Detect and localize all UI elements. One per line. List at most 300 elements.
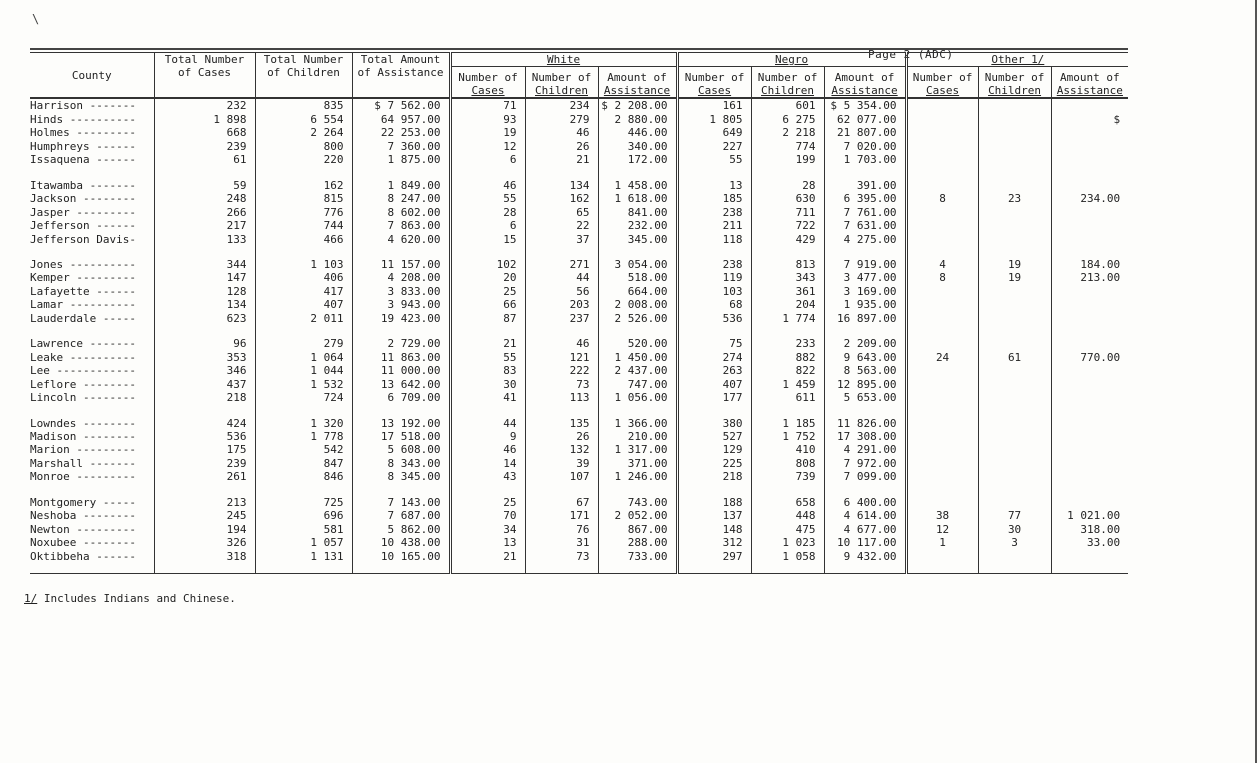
other-assistance	[1051, 391, 1128, 404]
county-name: Leake ----------	[30, 350, 136, 364]
white-children: 132	[525, 443, 598, 456]
spacer-cell	[1051, 325, 1128, 337]
total-cases: 232	[154, 98, 255, 112]
spacer-cell	[824, 405, 906, 417]
spacer-cell	[751, 325, 824, 337]
spacer-cell	[30, 246, 154, 258]
spacer-cell	[677, 246, 751, 258]
other-assistance	[1051, 98, 1128, 112]
negro-cases: 238	[677, 258, 751, 271]
white-children: 65	[525, 206, 598, 219]
other-cases	[906, 496, 978, 509]
negro-cases: 527	[677, 430, 751, 443]
negro-assistance: 7 631.00	[824, 219, 906, 232]
page-label: Page 2 (ADC)	[868, 48, 954, 61]
white-cases: 102	[450, 258, 525, 271]
other-children	[978, 337, 1051, 350]
negro-assistance: 12 895.00	[824, 378, 906, 391]
other-children: 23	[978, 192, 1051, 205]
white-assistance: 340.00	[598, 140, 677, 153]
other-children	[978, 219, 1051, 232]
other-children	[978, 391, 1051, 404]
header-other-cases	[906, 67, 978, 99]
other-cases	[906, 179, 978, 192]
negro-cases: 312	[677, 536, 751, 549]
county-name: Lincoln --------	[30, 391, 136, 405]
spacer-cell	[30, 325, 154, 337]
table-row	[30, 496, 1128, 509]
white-children: 21	[525, 153, 598, 166]
total-assistance: 6 709.00	[352, 391, 450, 404]
negro-children: 813	[751, 258, 824, 271]
sub-label: Cases	[926, 84, 960, 97]
other-assistance	[1051, 364, 1128, 377]
total-children: 800	[255, 140, 352, 153]
other-cases	[906, 285, 978, 298]
negro-children: 1 185	[751, 417, 824, 430]
negro-cases: 407	[677, 378, 751, 391]
total-cases: 346	[154, 364, 255, 377]
white-cases: 28	[450, 206, 525, 219]
negro-assistance: $ 5 354.00	[824, 98, 906, 112]
other-cases: 4	[906, 258, 978, 271]
negro-assistance: 391.00	[824, 179, 906, 192]
county-name: Humphreys ------	[30, 139, 136, 153]
total-children: 1 320	[255, 417, 352, 430]
negro-assistance: 11 826.00	[824, 417, 906, 430]
negro-children: 28	[751, 179, 824, 192]
spacer-cell	[255, 325, 352, 337]
white-assistance: $ 2 208.00	[598, 98, 677, 112]
white-children: 222	[525, 364, 598, 377]
white-children: 37	[525, 233, 598, 246]
table-row	[30, 337, 1128, 350]
other-assistance	[1051, 179, 1128, 192]
total-assistance: 64 957.00	[352, 113, 450, 126]
negro-children: 204	[751, 298, 824, 311]
county-name: Lawrence -------	[30, 337, 136, 351]
sub-label: Number of	[458, 70, 518, 84]
spacer-cell	[751, 405, 824, 417]
total-children: 542	[255, 443, 352, 456]
other-assistance: 213.00	[1051, 271, 1128, 284]
table-row	[30, 391, 1128, 404]
other-cases	[906, 206, 978, 219]
table-row	[30, 509, 1128, 522]
white-assistance: 518.00	[598, 271, 677, 284]
other-children	[978, 285, 1051, 298]
white-children: 121	[525, 351, 598, 364]
spacer-cell	[450, 167, 525, 179]
negro-assistance: 7 972.00	[824, 457, 906, 470]
table-row	[30, 378, 1128, 391]
negro-assistance: 4 275.00	[824, 233, 906, 246]
sub-label: Assistance	[1056, 84, 1123, 97]
white-assistance: 172.00	[598, 153, 677, 166]
white-assistance: 1 246.00	[598, 470, 677, 483]
table-row	[30, 192, 1128, 205]
total-cases: 194	[154, 523, 255, 536]
white-children: 279	[525, 113, 598, 126]
spacer-cell	[154, 246, 255, 258]
header-negro-children	[751, 67, 824, 99]
other-children	[978, 206, 1051, 219]
table-row	[30, 470, 1128, 483]
spacer-cell	[525, 405, 598, 417]
header-total-assistance-line1: Total Amount	[360, 53, 441, 66]
other-cases	[906, 98, 978, 112]
white-children: 46	[525, 337, 598, 350]
table-row	[30, 550, 1128, 574]
total-children: 279	[255, 337, 352, 350]
other-assistance	[1051, 417, 1128, 430]
negro-cases: 263	[677, 364, 751, 377]
sub-label: Children	[988, 84, 1042, 97]
county-name: Monroe ---------	[30, 470, 136, 484]
spacer-cell	[352, 167, 450, 179]
negro-children: 429	[751, 233, 824, 246]
spacer-cell	[352, 405, 450, 417]
other-children	[978, 153, 1051, 166]
white-assistance: 2 437.00	[598, 364, 677, 377]
total-cases: 239	[154, 457, 255, 470]
county-name: Harrison -------	[30, 99, 136, 113]
white-children: 46	[525, 126, 598, 139]
negro-assistance: 4 291.00	[824, 443, 906, 456]
spacer-cell	[255, 167, 352, 179]
sub-label: Assistance	[831, 84, 898, 97]
negro-assistance: 16 897.00	[824, 312, 906, 325]
other-assistance	[1051, 312, 1128, 325]
white-cases: 71	[450, 98, 525, 112]
negro-children: 343	[751, 271, 824, 284]
header-group-negro: Negro	[677, 53, 906, 67]
white-children: 234	[525, 98, 598, 112]
header-other-children	[978, 67, 1051, 99]
white-cases: 55	[450, 351, 525, 364]
white-assistance: 867.00	[598, 523, 677, 536]
table-row	[30, 126, 1128, 139]
other-children	[978, 470, 1051, 483]
total-assistance: 7 143.00	[352, 496, 450, 509]
county-name: Hinds ----------	[30, 112, 136, 126]
spacer-cell	[154, 405, 255, 417]
county-name: Marshall -------	[30, 456, 136, 470]
county-name: Oktibbeha ------	[30, 550, 154, 574]
white-assistance: 345.00	[598, 233, 677, 246]
negro-assistance: 17 308.00	[824, 430, 906, 443]
spacer-cell	[677, 167, 751, 179]
header-total-assistance	[352, 53, 450, 99]
total-children: 2 264	[255, 126, 352, 139]
negro-children: 822	[751, 364, 824, 377]
spacer-cell	[352, 484, 450, 496]
total-children: 744	[255, 219, 352, 232]
spacer-cell	[751, 484, 824, 496]
total-children: 696	[255, 509, 352, 522]
spacer-cell	[978, 246, 1051, 258]
other-assistance	[1051, 550, 1128, 574]
other-children	[978, 430, 1051, 443]
total-cases: 128	[154, 285, 255, 298]
white-assistance: 743.00	[598, 496, 677, 509]
white-assistance: 664.00	[598, 285, 677, 298]
table-row	[30, 233, 1128, 246]
other-children	[978, 378, 1051, 391]
sub-label: Amount of	[1060, 70, 1120, 84]
sub-label: Cases	[471, 84, 505, 97]
other-cases: 24	[906, 351, 978, 364]
total-children: 724	[255, 391, 352, 404]
total-cases: 437	[154, 378, 255, 391]
table-row	[30, 298, 1128, 311]
negro-children: 658	[751, 496, 824, 509]
other-cases	[906, 430, 978, 443]
other-children	[978, 98, 1051, 112]
white-children: 39	[525, 457, 598, 470]
other-cases	[906, 378, 978, 391]
white-cases: 21	[450, 337, 525, 350]
total-cases: 623	[154, 312, 255, 325]
other-cases: 38	[906, 509, 978, 522]
header-total-children	[255, 53, 352, 99]
other-children	[978, 179, 1051, 192]
white-children: 203	[525, 298, 598, 311]
county-name: Jefferson ------	[30, 219, 136, 233]
other-children: 19	[978, 258, 1051, 271]
negro-assistance: 9 643.00	[824, 351, 906, 364]
white-children: 162	[525, 192, 598, 205]
total-assistance: 4 620.00	[352, 233, 450, 246]
negro-cases: 188	[677, 496, 751, 509]
total-children: 2 011	[255, 312, 352, 325]
county-name: Lowndes --------	[30, 416, 136, 430]
negro-cases: 1 805	[677, 113, 751, 126]
other-cases	[906, 550, 978, 574]
sub-label: Amount of	[834, 70, 895, 84]
spacer-cell	[598, 246, 677, 258]
total-children: 6 554	[255, 113, 352, 126]
white-cases: 93	[450, 113, 525, 126]
negro-children: 630	[751, 192, 824, 205]
white-children: 107	[525, 470, 598, 483]
total-assistance: 22 253.00	[352, 126, 450, 139]
white-cases: 46	[450, 443, 525, 456]
other-assistance	[1051, 233, 1128, 246]
other-children	[978, 364, 1051, 377]
other-children: 30	[978, 523, 1051, 536]
total-children: 1 064	[255, 351, 352, 364]
header-total-children-line2: of Children	[267, 66, 340, 80]
other-cases	[906, 298, 978, 311]
county-name: Jones ----------	[30, 257, 136, 271]
spacer-cell	[751, 167, 824, 179]
total-cases: 536	[154, 430, 255, 443]
white-assistance: 1 366.00	[598, 417, 677, 430]
other-assistance: $	[1051, 113, 1128, 126]
negro-assistance: 21 807.00	[824, 126, 906, 139]
other-assistance	[1051, 337, 1128, 350]
total-assistance: 10 165.00	[352, 550, 450, 574]
spacer-cell	[906, 325, 978, 337]
total-cases: 175	[154, 443, 255, 456]
white-assistance: 1 317.00	[598, 443, 677, 456]
negro-children: 774	[751, 140, 824, 153]
header-county: County	[30, 53, 154, 99]
total-assistance: 7 687.00	[352, 509, 450, 522]
spacer-cell	[1051, 246, 1128, 258]
group-spacer	[30, 325, 1128, 337]
white-assistance: 2 008.00	[598, 298, 677, 311]
header-total-assistance-line2: of Assistance	[357, 66, 444, 80]
spacer-cell	[30, 167, 154, 179]
other-cases	[906, 391, 978, 404]
total-cases: 134	[154, 298, 255, 311]
table-row	[30, 312, 1128, 325]
white-cases: 43	[450, 470, 525, 483]
adc-table	[30, 52, 1128, 574]
total-assistance: 11 000.00	[352, 364, 450, 377]
negro-cases: 649	[677, 126, 751, 139]
white-assistance: 1 056.00	[598, 391, 677, 404]
spacer-cell	[598, 405, 677, 417]
spacer-cell	[255, 246, 352, 258]
total-cases: 96	[154, 337, 255, 350]
other-cases	[906, 443, 978, 456]
total-cases: 353	[154, 351, 255, 364]
white-cases: 19	[450, 126, 525, 139]
total-assistance: 10 438.00	[352, 536, 450, 549]
table-row	[30, 351, 1128, 364]
spacer-cell	[978, 167, 1051, 179]
other-children	[978, 140, 1051, 153]
negro-cases: 118	[677, 233, 751, 246]
white-cases: 83	[450, 364, 525, 377]
white-children: 44	[525, 271, 598, 284]
total-assistance: 2 729.00	[352, 337, 450, 350]
header-total-cases-line2: of Cases	[178, 66, 231, 80]
other-cases: 8	[906, 192, 978, 205]
table-row	[30, 219, 1128, 232]
negro-assistance: 1 935.00	[824, 298, 906, 311]
total-children: 835	[255, 98, 352, 112]
other-children	[978, 233, 1051, 246]
negro-assistance: 8 563.00	[824, 364, 906, 377]
group-spacer	[30, 167, 1128, 179]
other-assistance	[1051, 457, 1128, 470]
negro-assistance: 3 169.00	[824, 285, 906, 298]
negro-cases: 119	[677, 271, 751, 284]
negro-children: 1 774	[751, 312, 824, 325]
white-cases: 55	[450, 192, 525, 205]
total-children: 1 044	[255, 364, 352, 377]
negro-children: 233	[751, 337, 824, 350]
spacer-cell	[598, 484, 677, 496]
total-children: 846	[255, 470, 352, 483]
county-name: Kemper ---------	[30, 271, 136, 285]
table-row	[30, 140, 1128, 153]
negro-assistance: 4 677.00	[824, 523, 906, 536]
negro-children: 601	[751, 98, 824, 112]
county-name: Lafayette ------	[30, 284, 136, 298]
total-assistance: 1 849.00	[352, 179, 450, 192]
total-cases: 217	[154, 219, 255, 232]
negro-assistance: 6 400.00	[824, 496, 906, 509]
total-cases: 133	[154, 233, 255, 246]
spacer-cell	[1051, 405, 1128, 417]
sub-label: Children	[535, 84, 588, 97]
county-name: Lamar ----------	[30, 298, 136, 312]
other-assistance: 234.00	[1051, 192, 1128, 205]
total-cases: 245	[154, 509, 255, 522]
white-cases: 6	[450, 153, 525, 166]
other-cases: 8	[906, 271, 978, 284]
total-cases: 59	[154, 179, 255, 192]
sub-label: Children	[761, 84, 815, 97]
total-cases: 261	[154, 470, 255, 483]
white-cases: 21	[450, 550, 525, 574]
total-children: 220	[255, 153, 352, 166]
total-assistance: 13 642.00	[352, 378, 450, 391]
white-assistance: 733.00	[598, 550, 677, 574]
white-cases: 6	[450, 219, 525, 232]
total-assistance: $ 7 562.00	[352, 98, 450, 112]
total-assistance: 11 863.00	[352, 351, 450, 364]
total-cases: 318	[154, 550, 255, 574]
total-assistance: 13 192.00	[352, 417, 450, 430]
negro-children: 361	[751, 285, 824, 298]
other-children	[978, 312, 1051, 325]
negro-children: 475	[751, 523, 824, 536]
other-cases	[906, 233, 978, 246]
other-children	[978, 126, 1051, 139]
white-assistance: 232.00	[598, 219, 677, 232]
header-total-children-line1: Total Number	[263, 53, 344, 66]
other-assistance: 318.00	[1051, 523, 1128, 536]
spacer-cell	[525, 484, 598, 496]
other-assistance	[1051, 496, 1128, 509]
spacer-cell	[450, 405, 525, 417]
white-children: 73	[525, 378, 598, 391]
white-cases: 25	[450, 496, 525, 509]
white-cases: 66	[450, 298, 525, 311]
footnote-marker: 1/	[24, 592, 38, 605]
white-children: 22	[525, 219, 598, 232]
white-children: 73	[525, 550, 598, 574]
negro-cases: 161	[677, 98, 751, 112]
spacer-cell	[255, 484, 352, 496]
white-assistance: 2 052.00	[598, 509, 677, 522]
header-total-cases	[154, 53, 255, 99]
negro-children: 1 058	[751, 550, 824, 574]
white-children: 76	[525, 523, 598, 536]
total-cases: 248	[154, 192, 255, 205]
negro-children: 410	[751, 443, 824, 456]
county-name: Itawamba -------	[30, 178, 136, 192]
negro-assistance: 7 919.00	[824, 258, 906, 271]
county-name: Jefferson Davis-	[30, 232, 136, 246]
negro-children: 722	[751, 219, 824, 232]
table-row	[30, 523, 1128, 536]
other-children: 61	[978, 351, 1051, 364]
header-negro-assistance	[824, 67, 906, 99]
sub-label: Number of	[984, 70, 1045, 84]
total-assistance: 3 833.00	[352, 285, 450, 298]
white-cases: 25	[450, 285, 525, 298]
other-assistance	[1051, 298, 1128, 311]
other-children	[978, 443, 1051, 456]
spacer-cell	[450, 246, 525, 258]
